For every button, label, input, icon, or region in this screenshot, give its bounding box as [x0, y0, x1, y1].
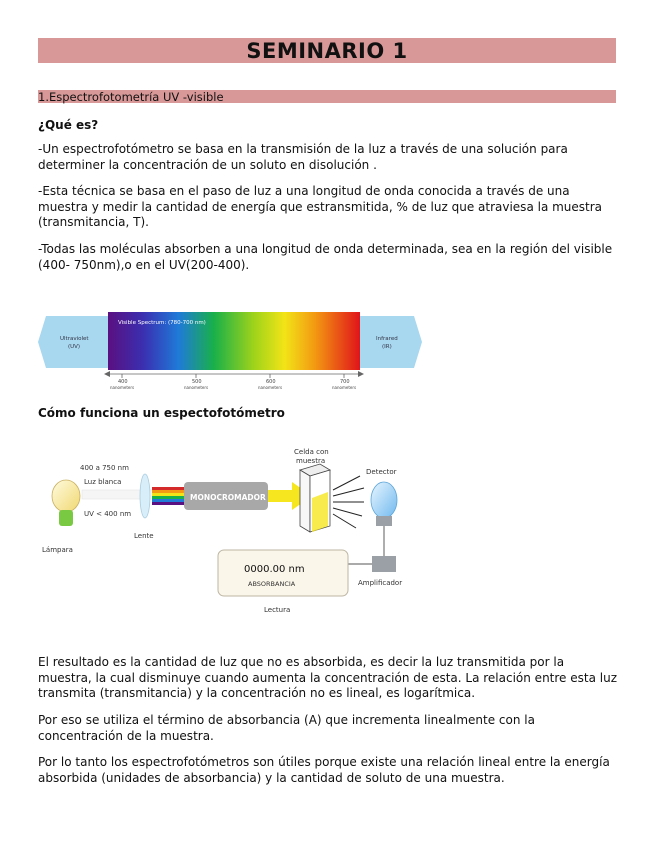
tick-unit: nanometers: [184, 385, 209, 390]
section-heading: 1.Espectrofotometría UV -visible: [38, 90, 616, 103]
cell-label-line2: muestra: [296, 457, 326, 465]
cell-label-line1: Celda con: [294, 448, 329, 456]
detector-base: [376, 516, 392, 526]
tick-value: 600: [266, 379, 276, 385]
detector-label: Detector: [366, 468, 397, 476]
readout-label: ABSORBANCIA: [248, 580, 296, 588]
detector-icon: [371, 482, 397, 518]
range-label: 400 a 750 nm: [80, 464, 129, 472]
axis-arrow-right: [358, 371, 364, 377]
what-heading: ¿Qué es?: [38, 118, 99, 132]
uv-band: [38, 316, 108, 368]
uv-label-abbr: (UV): [68, 344, 81, 350]
lens-label: Lente: [134, 532, 154, 540]
tick-400: [110, 374, 134, 390]
lens-icon: [140, 474, 150, 518]
ir-band: [360, 316, 422, 368]
tick-value: 400: [118, 379, 128, 385]
white-light-label: Luz blanca: [84, 478, 122, 486]
tick-unit: nanometers: [258, 385, 283, 390]
tick-600: [258, 374, 282, 390]
sample-cell-icon: [300, 464, 330, 532]
paragraph-absorbance: Por eso se utiliza el término de absorbancia (A) que incrementa linealmente con la concentración de la muestra.: [38, 713, 535, 743]
ir-label-abbr: (IR): [382, 344, 392, 350]
uv-label: Ultraviolet: [60, 336, 89, 342]
lamp-icon: [52, 480, 80, 526]
amplifier-icon: [372, 556, 396, 572]
readout-value: 0000.00 nm: [244, 564, 305, 575]
tick-unit: nanometers: [332, 385, 357, 390]
paragraph-conclusion: Por lo tanto los espectrofotómetros son útiles porque existe una relación lineal entre la energía absorbida (unidades de absorbancia) y la cantidad de soluto de una muestra.: [38, 755, 610, 785]
axis-arrow-left: [104, 371, 110, 377]
paragraph-result: El resultado es la cantidad de luz que no es absorbida, es decir la luz transmitida por la muestra, la cual disminuye cuando aumenta la concentración de esta. La relación entre esta luz transmita (transmitancia) y la concentración no es lineal, es logarítmica.: [38, 655, 617, 700]
tick-value: 700: [340, 379, 350, 385]
reading-label: Lectura: [264, 606, 291, 614]
visible-label: Visible Spectrum: (780-700 nm): [118, 320, 206, 326]
paragraph-definition: -Un espectrofotómetro se basa en la transmisión de la luz a través de una solución para determiner la concentración de un soluto en disolución .: [38, 142, 568, 172]
paragraph-molecules: -Todas las moléculas absorben a una longitud de onda determinada, sea en la región del visible (400- 750nm),o en el UV(200-400).: [38, 242, 613, 272]
ir-label: Infrared: [376, 336, 398, 342]
tick-700: [332, 374, 356, 390]
spectrophotometer-diagram: [38, 440, 410, 618]
paragraph-technique: -Esta técnica se basa en el paso de luz a una longitud de onda conocida a través de una muestra y medir la cantidad de energía que estransmitida, % de luz que atraviesa la muestra (transmitancia, T).: [38, 184, 603, 229]
title-bar: [38, 38, 616, 63]
amplifier-label: Amplificador: [358, 579, 403, 587]
uv-light-label: UV < 400 nm: [84, 510, 132, 518]
scattered-rays: [333, 476, 364, 528]
tick-value: 500: [192, 379, 202, 385]
tick-500: [184, 374, 208, 390]
lamp-label: Lámpara: [42, 546, 73, 554]
monochromator-label: MONOCROMADOR: [190, 493, 266, 502]
spectrum-beam: [152, 487, 186, 505]
how-heading: Cómo funciona un espectofotómetro: [38, 406, 285, 420]
spectrum-figure: [38, 308, 428, 393]
page-title: SEMINARIO 1: [246, 39, 408, 63]
tick-unit: nanometers: [110, 385, 135, 390]
